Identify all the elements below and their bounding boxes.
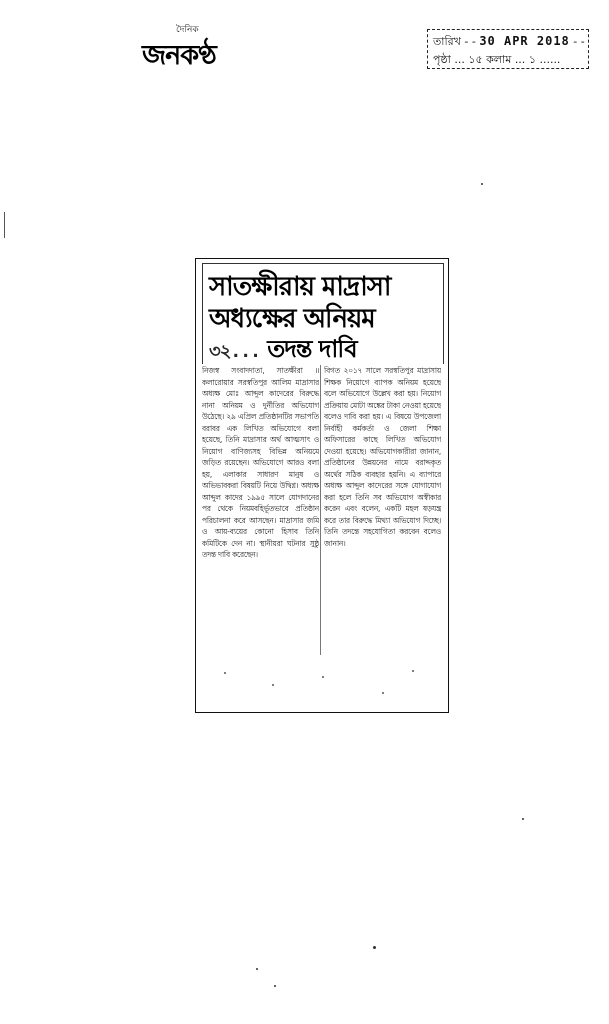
stamp-page-row: পৃষ্ঠা ... ১৫ কলাম ... ১ ......: [433, 53, 561, 66]
headline-box: [202, 263, 444, 364]
stamp-date: 30 APR 2018: [479, 34, 570, 48]
clipping-blank-area: [202, 664, 442, 704]
date-stamp: [427, 29, 589, 69]
stamp-date-label: তারিখ: [433, 35, 461, 48]
stamp-page-label: পৃষ্ঠা: [433, 53, 451, 66]
news-clipping: [195, 258, 449, 713]
masthead-small-text: দৈনিক: [176, 25, 199, 35]
headline-line-2: অধ্যক্ষের অনিয়ম: [209, 304, 375, 334]
headline-line-3: তদন্ত দাবি: [267, 335, 357, 363]
stamp-column-no: ১: [528, 53, 536, 66]
article-column-right: বিগত ২০১৭ সালে সরস্বতিপুর মাদ্রাসায় শিক্ষক নিয়োগে ব্যাপক অনিয়ম হয়েছে বলে অভিযোগে উল্লেখ করা হয়। নিয়োগ প্রক্রিয়ায় মোটা অঙ্কের টাকা নেওয়া হয়েছে বলেও দাবি করা হয়। এ বিষয়ে উপজেলা নির্বাহী কর্মকর্তা ও জেলা শিক্ষা অফিসারের কাছে লিখিত অভিযোগ দেওয়া হয়েছে। অভিযোগকারীরা জানান, প্রতিষ্ঠানের উন্নয়নের নামে বরাদ্দকৃত অর্থের সঠিক ব্যবহার হয়নি। এ ব্যাপারে অধ্যক্ষ আব্দুল কাদেরের সঙ্গে যোগাযোগ করা হলে তিনি সব অভিযোগ অস্বীকার করেন এবং বলেন, একটি মহল ষড়যন্ত্র করে তার বিরুদ্ধে মিথ্যা অভিযোগ দিচ্ছে। তিনি তদন্তে সহযোগিতা করবেন বলেও জানান।: [324, 366, 441, 548]
newspaper-masthead: [142, 22, 252, 72]
stamp-page-no: ১৫: [468, 53, 483, 66]
article-column-left: নিজস্ব সংবাদদাতা, সাতক্ষীরা ॥ কলারোয়ার সরস্বতিপুর আলিম মাদ্রাসার অধ্যক্ষ মোঃ আব্দুল কাদেরের বিরুদ্ধে নানা অনিয়ম ও দুর্নীতির অভিযোগ উঠেছে। ২৯ এপ্রিল প্রতিষ্ঠানটির সভাপতি বরাবর এক লিখিত অভিযোগে বলা হয়েছে, তিনি মাদ্রাসার অর্থ আত্মসাৎ ও নিয়োগ বাণিজ্যসহ বিভিন্ন অনিয়মে জড়িত রয়েছেন। অভিযোগে আরও বলা হয়, এলাকার সাধারণ মানুষ ও অভিভাবকরা বিষয়টি নিয়ে উদ্বিগ্ন। অধ্যক্ষ আব্দুল কাদের ১৯৯৫ সালে যোগদানের পর থেকে নিয়মবহির্ভূতভাবে প্রতিষ্ঠান পরিচালনা করে আসছেন। মাদ্রাসার জমি ও আয়-ব্যয়ের কোনো হিসাব তিনি কমিটিকে দেন না। স্থানীয়রা ঘটনার সুষ্ঠু তদন্ত দাবি করেছেন।: [202, 366, 319, 559]
headline-number: ৩২...: [209, 341, 260, 362]
stamp-column-label: কলাম: [486, 53, 512, 66]
headline-line-1: সাতক্ষীরায় মাদ্রাসা: [209, 272, 391, 302]
scan-edge-mark: [4, 212, 5, 238]
column-divider: [320, 365, 321, 655]
masthead-name: জনকণ্ঠ: [142, 40, 216, 71]
stamp-date-row: তারিখ - - 30 APR 2018 - -: [433, 34, 585, 48]
